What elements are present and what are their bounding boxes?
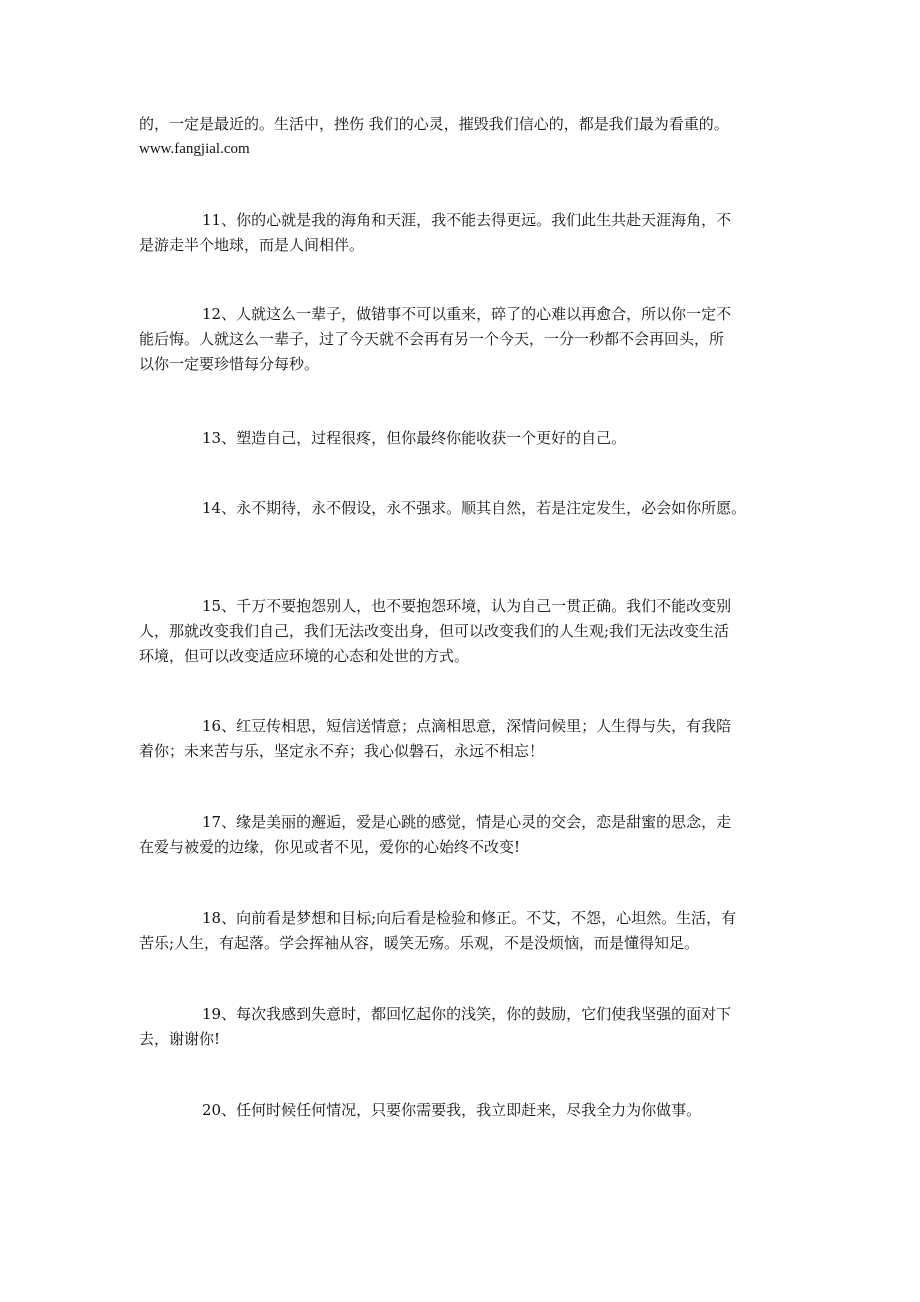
opening-paragraph xyxy=(139,112,779,162)
text-line: 20、任何时候任何情况，只要你需要我，我立即赶来，尽我全力为你做事。 xyxy=(202,1101,702,1119)
text-line: 13、塑造自己，过程很疼，但你最终你能收获一个更好的自己。 xyxy=(202,429,627,447)
paragraph-15 xyxy=(139,594,779,669)
paragraph-13 xyxy=(139,426,779,451)
text-line: 17、缘是美丽的邂逅，爱是心跳的感觉，情是心灵的交会，恋是甜蜜的思念，走 xyxy=(202,813,732,831)
paragraph-11 xyxy=(139,208,779,258)
text-line: 在爱与被爱的边缘，你见或者不见，爱你的心始终不改变! xyxy=(139,838,521,856)
paragraph-17 xyxy=(139,810,779,860)
paragraph-12 xyxy=(139,302,779,377)
text-line: 环境，但可以改变适应环境的心态和处世的方式。 xyxy=(139,647,470,665)
text-line: 12、人就这么一辈子，做错事不可以重来，碎了的心难以再愈合，所以你一定不 xyxy=(202,305,732,323)
text-line: 着你；未来苦与乐，坚定永不弃；我心似磐石，永远不相忘！ xyxy=(139,742,545,760)
paragraph-20 xyxy=(139,1098,779,1123)
text-line: 的，一定是最近的。生活中，挫伤 我们的心灵，摧毁我们信心的，都是我们最为看重的。 xyxy=(139,115,729,133)
paragraph-16 xyxy=(139,714,779,764)
text-line: 去，谢谢你! xyxy=(139,1030,221,1048)
text-line: 15、千万不要抱怨别人，也不要抱怨环境，认为自己一贯正确。我们不能改变别 xyxy=(202,597,732,615)
paragraph-19 xyxy=(139,1002,779,1052)
website-link[interactable]: www.fangjial.com xyxy=(139,141,250,157)
text-line: 18、向前看是梦想和目标;向后看是检验和修正。不艾，不怨，心坦然。生活，有 xyxy=(202,909,737,927)
text-line: 11、你的心就是我的海角和天涯，我不能去得更远。我们此生共赴天涯海角，不 xyxy=(202,211,732,229)
text-line: 19、每次我感到失意时，都回忆起你的浅笑，你的鼓励，它们使我坚强的面对下 xyxy=(202,1005,732,1023)
text-line: 是游走半个地球，而是人间相伴。 xyxy=(139,236,365,254)
text-line: 16、红豆传相思，短信送情意；点滴相思意，深情问候里；人生得与失，有我陪 xyxy=(202,717,732,735)
text-line: 以你一定要珍惜每分每秒。 xyxy=(139,355,320,373)
paragraph-18 xyxy=(139,906,779,956)
text-line: 苦乐;人生，有起落。学会挥袖从容，暖笑无殇。乐观，不是没烦恼，而是懂得知足。 xyxy=(139,934,700,952)
paragraph-14 xyxy=(139,496,779,521)
text-line: 能后悔。人就这么一辈子，过了今天就不会再有另一个今天，一分一秒都不会再回头，所 xyxy=(139,330,725,348)
text-line: 人，那就改变我们自己，我们无法改变出身，但可以改变我们的人生观;我们无法改变生活 xyxy=(139,622,730,640)
text-line: 14、永不期待，永不假设，永不强求。顺其自然，若是注定发生，必会如你所愿。 xyxy=(202,499,747,517)
